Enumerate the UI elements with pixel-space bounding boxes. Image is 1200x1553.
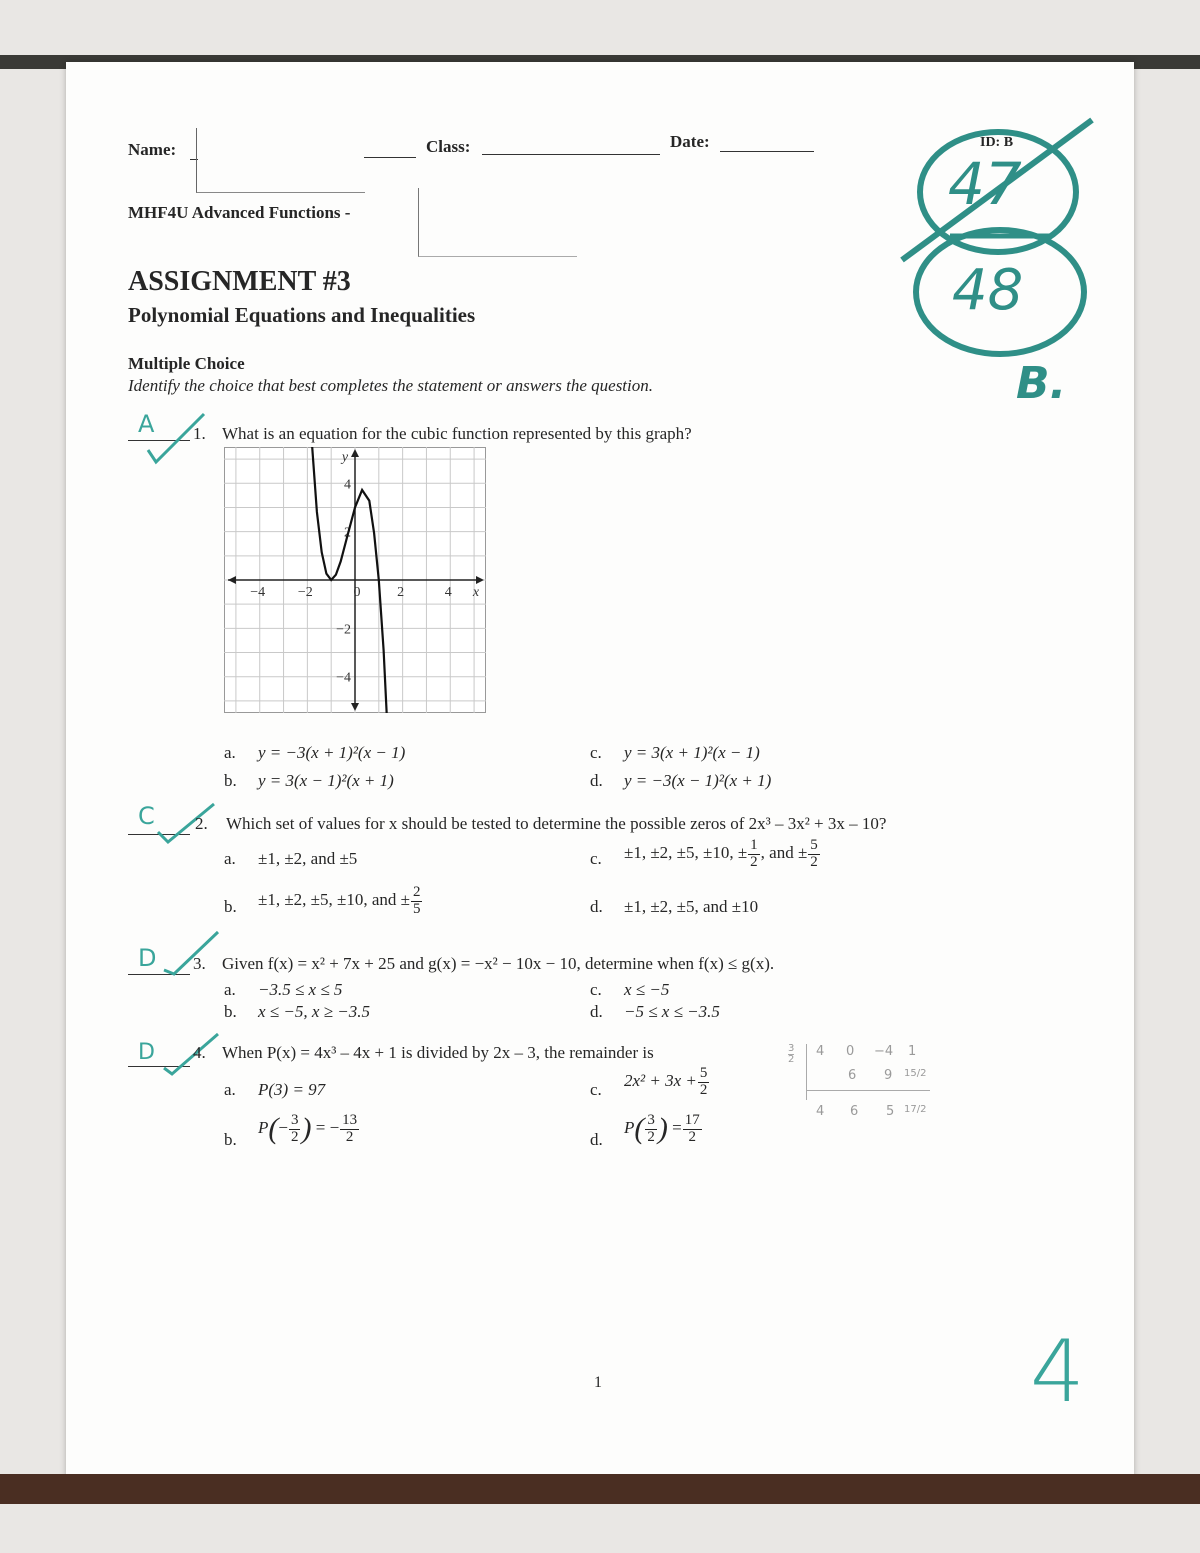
q4-d-out-frac xyxy=(683,1113,702,1146)
section-heading: Multiple Choice xyxy=(128,354,245,373)
x-tick-label: −2 xyxy=(297,585,313,600)
q4-c-frac-num: 5 xyxy=(699,1065,708,1081)
q3-a-label: a. xyxy=(224,980,236,999)
q1-b-label: b. xyxy=(224,771,237,790)
q4-option-d[interactable]: P( $\frac{3}{2}$ ) = $\frac{17}{2}$ xyxy=(624,1111,700,1145)
q3-b-label: b. xyxy=(224,1002,237,1021)
q4-d-out-num: 17 xyxy=(684,1111,700,1128)
q4-d-in-den: 2 xyxy=(647,1128,655,1145)
scratch-divisor-den: 2 xyxy=(788,1054,795,1065)
q2-option-c[interactable] xyxy=(624,838,821,871)
q4-c-label: c. xyxy=(590,1080,602,1099)
scratch-r2-c3: 9 xyxy=(884,1068,893,1083)
scratch-r1-c3: −4 xyxy=(874,1044,894,1059)
q4-answer: D xyxy=(138,1040,155,1065)
q3-option-a[interactable]: −3.5 ≤ x ≤ 5 xyxy=(258,980,343,999)
y-tick-label: 4 xyxy=(344,477,351,493)
q2-c-frac1-num: 1 xyxy=(750,837,758,853)
q2-c-mid: , and ± xyxy=(760,843,808,863)
y-tick-label: −2 xyxy=(336,622,351,638)
x-tick-label: 2 xyxy=(397,585,405,600)
q4-text: When P(x) = 4x³ – 4x + 1 is divided by 2x – 3, the remainder is xyxy=(222,1043,654,1062)
scratch-r3-c1: 4 xyxy=(816,1104,825,1119)
scan-bottom-edge xyxy=(0,1474,1200,1504)
q4-b-in-num: 3 xyxy=(290,1111,299,1128)
q4-a-label: a. xyxy=(224,1080,236,1099)
q2-b-text: ±1, ±2, ±5, ±10, and ± xyxy=(258,890,410,910)
q2-c-frac2-num: 5 xyxy=(810,837,818,853)
q3-c-label: c. xyxy=(590,980,602,999)
q4-d-out-den: 2 xyxy=(688,1128,696,1145)
assignment-title: ASSIGNMENT #3 xyxy=(128,266,351,297)
q3-check-icon xyxy=(160,928,224,978)
q4-b-in-den: 2 xyxy=(290,1128,299,1145)
q2-c-frac1 xyxy=(748,838,760,871)
x-tick-label: −4 xyxy=(250,585,266,600)
date-label: Date: xyxy=(670,132,710,151)
q3-answer: D xyxy=(138,944,157,972)
scratch-work xyxy=(786,1042,936,1132)
scratch-r1-c4: 1 xyxy=(908,1044,917,1059)
q2-b-frac-num: 2 xyxy=(412,884,421,900)
letter-grade: B. xyxy=(1016,358,1067,409)
q3-d-label: d. xyxy=(590,1002,603,1021)
q4-c-frac-den: 2 xyxy=(699,1081,708,1098)
y-tick-label: −4 xyxy=(336,670,351,686)
q4-d-in-num: 3 xyxy=(647,1111,655,1128)
q4-c-frac xyxy=(698,1066,710,1099)
q2-option-d[interactable]: ±1, ±2, ±5, and ±10 xyxy=(624,897,759,916)
q2-c-label: c. xyxy=(590,849,602,868)
q2-answer: C xyxy=(138,802,155,830)
scratch-r3-c3: 5 xyxy=(886,1104,895,1119)
scratch-r2-c4: 15/2 xyxy=(904,1068,927,1079)
q2-c-frac2 xyxy=(808,838,820,871)
q4-d-label: d. xyxy=(590,1130,603,1149)
q4-d-func: P xyxy=(624,1117,635,1137)
q3-option-d[interactable]: −5 ≤ x ≤ −3.5 xyxy=(624,1002,720,1021)
q4-option-b[interactable]: P(− $\frac{3}{2}$ ) = − $\frac{13}{2}$ xyxy=(258,1111,358,1145)
score-value: 47 xyxy=(948,150,1022,218)
page-score: 4 xyxy=(1030,1322,1085,1422)
q1-d-label: d. xyxy=(590,771,603,790)
q4-d-in-frac xyxy=(645,1113,657,1146)
q3-option-b[interactable]: x ≤ −5, x ≥ −3.5 xyxy=(258,1002,370,1021)
q1-option-d[interactable]: y = −3(x − 1)²(x + 1) xyxy=(624,771,772,790)
course-title: MHF4U Advanced Functions - xyxy=(128,203,351,222)
q1-a-label: a. xyxy=(224,743,236,762)
q2-b-label: b. xyxy=(224,897,237,916)
q2-option-b[interactable] xyxy=(258,885,423,918)
q2-b-frac-den: 5 xyxy=(412,900,421,917)
q4-b-out-frac xyxy=(340,1113,359,1146)
id-label: ID: B xyxy=(980,135,1014,150)
y-axis-label: y xyxy=(341,450,349,465)
instructions: Identify the choice that best completes the statement or answers the question. xyxy=(128,376,653,395)
page-number: 1 xyxy=(594,1374,602,1391)
q2-check-icon xyxy=(152,800,222,850)
q4-b-out-num: 13 xyxy=(342,1111,358,1128)
q4-b-eq: = − xyxy=(315,1117,340,1137)
q4-check-icon xyxy=(160,1030,224,1076)
date-line[interactable] xyxy=(720,151,814,152)
q3-option-c[interactable]: x ≤ −5 xyxy=(624,980,670,999)
scratch-r3-c4: 17/2 xyxy=(904,1104,927,1115)
q2-option-a[interactable]: ±1, ±2, and ±5 xyxy=(258,849,358,868)
q4-b-func: P xyxy=(258,1117,269,1137)
class-line[interactable] xyxy=(482,154,660,155)
q2-number: 2. xyxy=(195,814,208,833)
course-redaction-box xyxy=(418,188,577,257)
name-label: Name: xyxy=(128,140,177,159)
q4-option-a[interactable]: P(3) = 97 xyxy=(258,1080,326,1099)
q1-option-a[interactable]: y = −3(x + 1)²(x − 1) xyxy=(258,743,406,762)
total-value: 48 xyxy=(952,258,1024,323)
x-tick-label: 4 xyxy=(444,585,452,600)
q1-option-c[interactable]: y = 3(x + 1)²(x − 1) xyxy=(624,743,760,762)
q4-option-c[interactable] xyxy=(624,1066,710,1099)
q2-a-label: a. xyxy=(224,849,236,868)
x-tick-label: 0 xyxy=(353,585,361,600)
scratch-divisor-num: 3 xyxy=(788,1043,795,1054)
scratch-r3-c2: 6 xyxy=(850,1104,859,1119)
name-line-end xyxy=(364,157,416,158)
q2-d-label: d. xyxy=(590,897,603,916)
q4-number: 4. xyxy=(193,1043,206,1062)
q4-b-out-den: 2 xyxy=(345,1128,354,1145)
q3-text: Given f(x) = x² + 7x + 25 and g(x) = −x² − 10x − 10, determine when f(x) ≤ g(x). xyxy=(222,954,775,973)
q1-c-label: c. xyxy=(590,743,602,762)
cubic-graph xyxy=(224,447,486,713)
y-tick-label: 2 xyxy=(344,525,351,541)
class-label: Class: xyxy=(426,137,471,156)
scratch-r1-c2: 0 xyxy=(846,1044,855,1059)
q2-c-frac1-den: 2 xyxy=(750,853,758,870)
q4-b-label: b. xyxy=(224,1130,237,1149)
q3-number: 3. xyxy=(193,954,206,973)
q4-b-sign: − xyxy=(278,1117,288,1137)
q2-b-frac xyxy=(411,885,423,918)
scratch-r1-c1: 4 xyxy=(816,1044,825,1059)
scratch-divisor xyxy=(788,1044,794,1065)
q4-c-text: 2x² + 3x + xyxy=(624,1071,697,1091)
name-redaction-box xyxy=(196,128,365,193)
q2-c-frac2-den: 2 xyxy=(810,853,818,870)
assignment-subtitle: Polynomial Equations and Inequalities xyxy=(128,303,476,327)
q2-c-text: ±1, ±2, ±5, ±10, ± xyxy=(624,843,748,863)
q1-text: What is an equation for the cubic function represented by this graph? xyxy=(222,424,692,443)
x-axis-label: x xyxy=(472,585,480,600)
q4-d-eq: = xyxy=(672,1117,682,1137)
q4-b-in-frac xyxy=(289,1113,301,1146)
q1-answer: A xyxy=(138,410,155,438)
q1-number: 1. xyxy=(193,424,206,443)
scratch-r2-c2: 6 xyxy=(848,1068,857,1083)
q1-option-b[interactable]: y = 3(x − 1)²(x + 1) xyxy=(258,771,394,790)
q2-text: Which set of values for x should be tested to determine the possible zeros of 2x³ – 3x² + 3x – 10? xyxy=(226,814,887,833)
